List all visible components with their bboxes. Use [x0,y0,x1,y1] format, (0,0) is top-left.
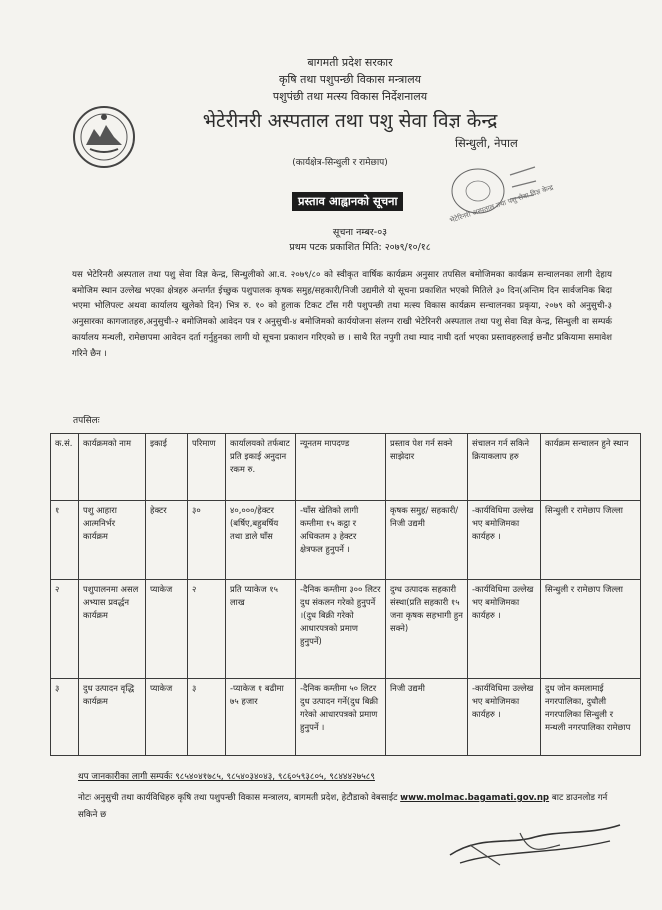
table-cell: प्याकेज [146,580,188,679]
table-header-row [51,434,641,501]
nepal-government-emblem-icon [70,103,138,171]
table-row [51,580,641,679]
directorate-name: पशुपंछी तथा मत्स्य विकास निर्देशनालय [272,90,428,103]
header-cell: क.सं. [51,434,79,501]
header-cell: संचालन गर्न सकिने क्रियाकलाप हरु [468,434,541,501]
table-cell: -कार्यविधिमा उल्लेख भए बमोजिमका कार्यहरु । [468,501,541,580]
notice-title: प्रस्ताव आह्वानको सूचना [292,192,403,211]
province-government: बागमती प्रदेश सरकार [307,56,393,69]
jurisdiction: (कार्यक्षेत्र-सिन्धुली र रामेछाप) [292,158,388,168]
notice-number: सूचना नम्बर-०३ [332,227,388,238]
header-cell: कार्यक्रम सन्चालन हुने स्थान [541,434,641,501]
office-name: भेटेरीनरी अस्पताल तथा पशु सेवा विज्ञ केन्द्र [202,110,498,132]
table-cell: दुग्ध उत्पादक सहकारी संस्था(प्रति सहकारी १५ जना कृषक सहभागी हुन सक्ने) [386,580,468,679]
table-cell: निजी उद्यमी [386,679,468,756]
header-cell: न्यूनतम मापदण्ड [296,434,386,501]
table-cell: -कार्यविधिमा उल्लेख भए बमोजिमका कार्यहरु । [468,580,541,679]
table-row [51,679,641,756]
table-cell: प्याकेज [146,679,188,756]
stamp-text: भेटेरिनरी अस्पताल तथा पशु सेवा विज्ञ केन्द्र [448,183,555,225]
header-cell: इकाई [146,434,188,501]
notice-body: यस भेटेरिनरी अस्पताल तथा पशु सेवा विज्ञ केन्द्र, सिन्धुलीको आ.व. २०७९/८० को स्वीकृत वार्षिक कार्यक्रम अनुसार तपसिल बमोजिमका कार्यक्रम सन्चालनका लागी देहाय बमोजिम स्थान उल्लेख भएका क्षेत्रहरु अन्तर्गत ईच्छुक पशुपालक कृषक समुह/सहकारी/निजी उद्यमीले यो सूचना प्रकाशित भएको मितिले ३० दिन(अन्तिम दिन सार्वजनिक बिदा भएमा भोलिपल्ट अथवा कार्यालय खुलेको दिन) भित्र रु. १० को हुलाक टिकट टाँस गरी पशुपन्छी तथा मत्स्य विकास कार्यक्रम सन्चालनका प्रकृया, २०७९ को अनुसुची-३ अनुसारका कागजातहरु,अनुसुची-२ बमोजिमको आवेदन पत्र र अनुसुची-४ बमोजिमको कार्ययोजना संलग्न राखी भेटेरिनरी अस्पताल तथा पशु सेवा विज्ञ केन्द्र, सिन्धुली वा सम्पर्क कार्यालय मन्थली, रामेछापमा आवेदन दर्ता गर्नुहुनका लागी यो सूचना प्रकाशन गरिएको छ । साथै रित नपुगी तथा म्याद नाघी दर्ता भएका प्रस्तावहरुलाई छनौट प्रकियामा समावेश गरिने छैन । [72,270,612,359]
table-cell: -कार्यविधिमा उल्लेख भए बमोजिमका कार्यहरु । [468,679,541,756]
table-cell: १ [51,501,79,580]
table-cell: -दैनिक कम्तीमा ५० लिटर दुध उत्पादन गर्ने(दुध बिक्री गरेको आधारपत्रको प्रमाण हुनुपर्ने । [296,679,386,756]
header-cell: प्रस्ताव पेश गर्न सक्ने साझेदार [386,434,468,501]
office-location: सिन्धुली, नेपाल [455,136,518,150]
header-cell: कार्यालयको तर्फबाट प्रति इकाई अनुदान रकम रु. [226,434,296,501]
table-cell: -घाँस खेतिको लागी कम्तीमा १५ कट्ठा र अधिकतम ३ हेक्टर क्षेत्रफल हुनुपर्ने । [296,501,386,580]
table-cell: २ [188,580,226,679]
ministry-website-link[interactable]: www.molmac.bagamati.gov.np [400,793,550,803]
table-cell: ३ [51,679,79,756]
table-cell: -दैनिक कम्तीमा ३०० लिटर दुध संकलन गरेको हुनुपर्ने ।(दुध बिक्री गरेको आधारपत्रको प्रमाण हुनुपर्ने) [296,580,386,679]
table-cell: ३ [188,679,226,756]
table-cell: पशु आहारा आत्मनिर्भर कार्यक्रम [79,501,146,580]
contact-numbers: थप जानकारीका लागी सम्पर्कः ९८५४०४१७८५, ९८५४०३४०४३, ९८६०५९३८०५, ९८४४४२७५८९ [78,772,375,782]
table-cell: सिन्धुली र रामेछाप जिल्ला [541,580,641,679]
table-cell: ३० [188,501,226,580]
signature-icon [440,815,630,875]
table-cell: कृषक समुह/ सहकारी/निजी उद्यमी [386,501,468,580]
ministry-name: कृषि तथा पशुपन्छी विकास मन्त्रालय [278,73,422,86]
table-cell: सिन्धुली र रामेछाप जिल्ला [541,501,641,580]
header-cell: कार्यक्रमको नाम [79,434,146,501]
table-cell: २ [51,580,79,679]
header-cell: परिमाण [188,434,226,501]
schedule-label: तपसिलः [73,416,100,426]
office-stamp-icon [440,155,555,235]
note-suffix: बाट डाउनलोड गर्न सकिने छ [78,793,608,820]
program-table [50,433,641,756]
table-cell: -प्याकेज १ बढीमा ७५ हजार [226,679,296,756]
table-cell: हेक्टर [146,501,188,580]
table-cell: पशुपालनमा असल अभ्यास प्रवर्द्धन कार्यक्रम [79,580,146,679]
table-cell: दुध जोन कमलामाई नगरपालिका, दुधौली नगरपालिका सिन्धुली र मन्थली नगरपालिका रामेछाप [541,679,641,756]
table-cell: दुध उत्पादन वृद्धि कार्यक्रम [79,679,146,756]
table-row [51,501,641,580]
note-prefix: नोटः अनुसुची तथा कार्यविधिहरु कृषि तथा पशुपन्छी विकास मन्त्रालय, बागमती प्रदेश, हेटौडाको वेबसाईट [78,793,398,803]
publication-date: प्रथम पटक प्रकाशित मिति: २०७९/१०/१८ [289,242,431,253]
table-cell: प्रति प्याकेज १५ लाख [226,580,296,679]
table-cell: ४०,०००/हेक्टर (बर्षिए,बहुबर्षिय तथा डाले घाँस [226,501,296,580]
